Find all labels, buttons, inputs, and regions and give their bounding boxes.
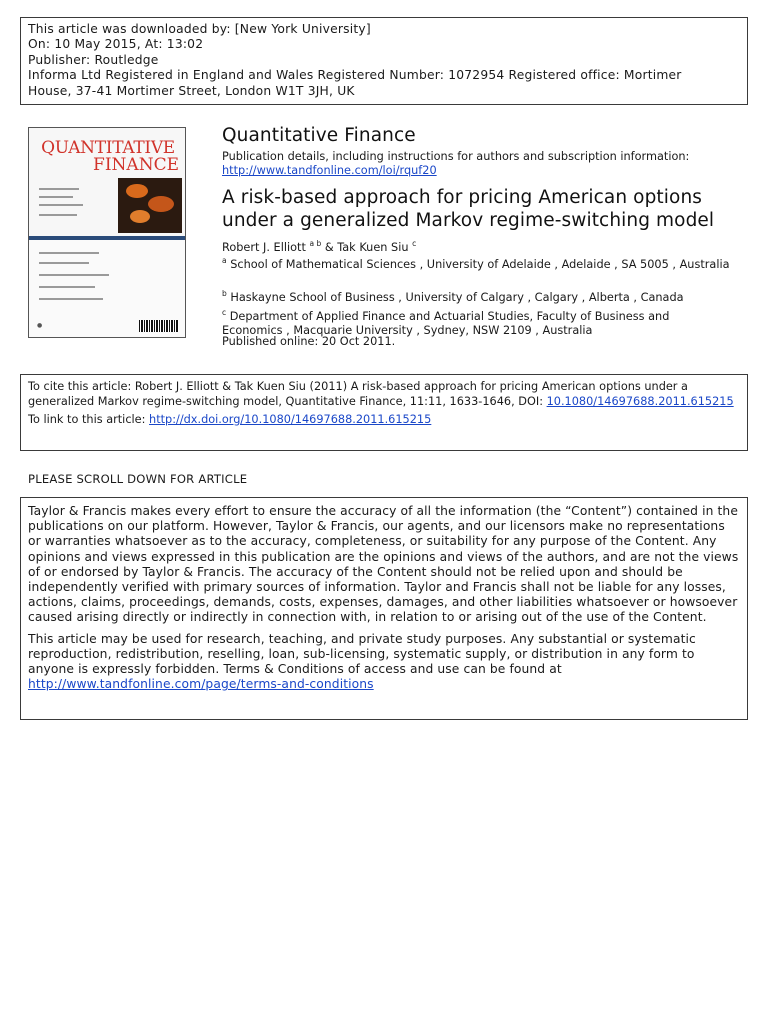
publication-details-text: Publication details, including instructions for authors and subscription information: bbox=[222, 150, 690, 163]
citation-box bbox=[20, 374, 748, 451]
terms-paragraph bbox=[28, 632, 740, 693]
affiliation-mark: b bbox=[222, 289, 227, 298]
published-online: Published online: 20 Oct 2011. bbox=[222, 335, 396, 348]
journal-link[interactable]: http://www.tandfonline.com/loi/rquf20 bbox=[222, 164, 437, 177]
journal-title: Quantitative Finance bbox=[222, 125, 416, 146]
affiliation-mark: c bbox=[222, 308, 227, 317]
publication-details bbox=[222, 150, 689, 178]
affiliation-text: Haskayne School of Business , University of Calgary , Calgary , Alberta , Canada bbox=[230, 291, 684, 304]
affiliation-a bbox=[222, 254, 742, 272]
publisher: Publisher: Routledge bbox=[28, 52, 159, 67]
scroll-down-notice: PLEASE SCROLL DOWN FOR ARTICLE bbox=[28, 472, 248, 486]
disclaimer-paragraph: Taylor & Francis makes every effort to ensure the accuracy of all the information (the “Content”) contained in the publications on our platform. However, Taylor & Francis, our agents, and our licensors make no representations or warranties whatsoever as to the accuracy, completeness, or suitability for any purpose of the Content. Any opinions and views expressed in this publication are the opinions and views of the authors, and are not the views of or endorsed by Taylor & Francis. The accuracy of the Content should not be relied upon and should be independently verified with primary sources of information. Taylor and Francis shall not be liable for any losses, actions, claims, proceedings, demands, costs, expenses, damages, and other liabilities whatsoever or howsoever caused arising directly or indirectly in connection with, in relation to or arising out of the use of the Content. bbox=[28, 504, 739, 625]
registered-office: House, 37-41 Mortimer Street, London W1T 3JH, UK bbox=[28, 83, 355, 98]
affiliation-b bbox=[222, 287, 742, 305]
journal-cover-image bbox=[28, 127, 186, 338]
barcode bbox=[139, 320, 179, 332]
affiliation-text: Department of Applied Finance and Actuarial Studies, Faculty of Business and Economics , Macquarie University , Sydney, NSW 2109 , Australia bbox=[222, 310, 670, 337]
affiliation-c bbox=[222, 306, 692, 338]
downloaded-by: This article was downloaded by: [New York University] bbox=[28, 22, 371, 36]
author-affiliation-mark: a b bbox=[309, 239, 322, 248]
affiliation-mark: a bbox=[222, 256, 227, 265]
article-doi-url[interactable]: http://dx.doi.org/10.1080/14697688.2011.615215 bbox=[149, 413, 432, 426]
author-separator: & bbox=[321, 241, 338, 254]
registration-info: Informa Ltd Registered in England and Wales Registered Number: 1072954 Registered office: Mortimer bbox=[28, 68, 682, 83]
terms-link[interactable]: http://www.tandfonline.com/page/terms-and-conditions bbox=[28, 677, 374, 692]
cover-title-line1: QUANTITATIVE bbox=[41, 138, 175, 158]
author-affiliation-mark: c bbox=[412, 239, 417, 248]
citation-text bbox=[28, 380, 740, 409]
download-date: On: 10 May 2015, At: 13:02 bbox=[28, 37, 204, 52]
download-notice-box bbox=[20, 17, 748, 105]
affiliation-text: School of Mathematical Sciences , University of Adelaide , Adelaide , SA 5005 , Australia bbox=[230, 258, 730, 271]
article-title-line1: A risk-based approach for pricing American options bbox=[222, 187, 703, 208]
link-label: To link to this article: bbox=[28, 413, 150, 426]
author-name: Tak Kuen Siu bbox=[337, 241, 409, 254]
authors bbox=[222, 237, 416, 255]
citation-body: To cite this article: Robert J. Elliott & Tak Kuen Siu (2011) A risk-based approach for pricing American options under a generalized Markov regime-switching model, Quantitative Finance, 11:11, 1633-1646, DOI: bbox=[28, 380, 688, 408]
link-to-article bbox=[28, 413, 740, 428]
author-name: Robert J. Elliott bbox=[222, 241, 306, 254]
disclaimer-box bbox=[20, 497, 748, 720]
publisher-logo: ● bbox=[37, 322, 43, 329]
article-title bbox=[222, 186, 747, 232]
cover-title-line2: FINANCE bbox=[93, 155, 179, 175]
doi-link[interactable]: 10.1080/14697688.2011.615215 bbox=[546, 394, 734, 408]
terms-text: This article may be used for research, teaching, and private study purposes. Any substantial or systematic reproduction, redistribution, reselling, loan, sub-licensing, systematic supply, or distribution in any form to anyone is expressly forbidden. Terms & Conditions of access and use can be found at bbox=[28, 631, 696, 677]
cover-artwork bbox=[118, 178, 182, 233]
article-title-line2: under a generalized Markov regime-switching model bbox=[222, 210, 715, 231]
